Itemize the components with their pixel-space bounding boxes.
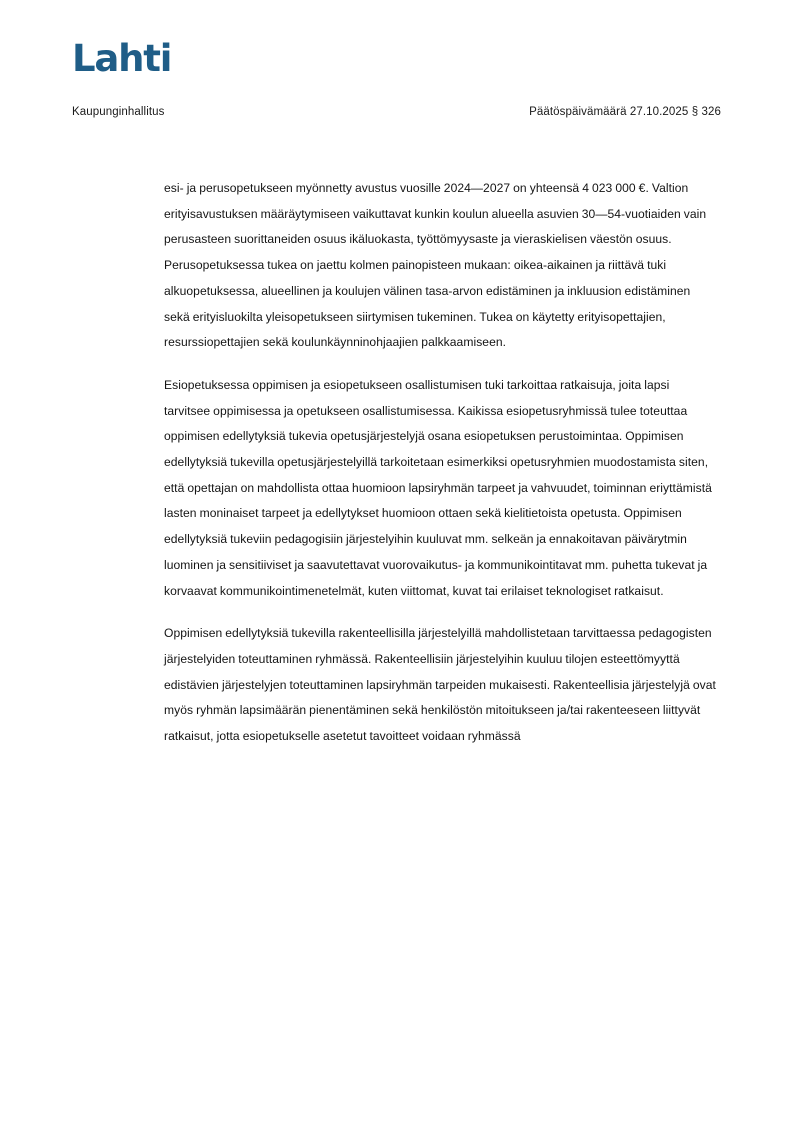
paragraph: Esiopetuksessa oppimisen ja esiopetukseen osallistumisen tuki tarkoittaa ratkaisuja, joita lapsi tarvitsee oppimisessa ja opetukseen osallistumisessa. Kaikissa esiopetusryhmissä tulee toteuttaa oppimisen edellytyksiä tukevia opetusjärjestelyjä osana esiopetuksen perustoimintaa. Oppimisen edellytyksiä tukevilla opetusjärjestelyillä tarkoitetaan esimerkiksi opetusryhmien muodostamista siten, että opettajan on mahdollista ottaa huomioon lapsiryhmän tarpeet ja vahvuudet, toiminnan eriyttämistä lasten moninaiset tarpeet ja edellytykset huomioon ottaen sekä kielitietoista opetusta. Oppimisen edellytyksiä tukeviin pedagogisiin järjestelyihin kuuluvat mm. selkeän ja ennakoitavan päivärytmin luominen ja sensitiiviset ja saavutettavat vuorovaikutus- ja kommunikointitavat mm. puhetta tukevat ja korvaavat kommunikointimenetelmät, kuten viittomat, kuvat tai erilaiset teknologiset ratkaisut. bbox=[164, 377, 712, 598]
header-decision-date: Päätöspäivämäärä 27.10.2025 § 326 bbox=[529, 106, 721, 118]
paragraph: esi- ja perusopetukseen myönnetty avustus vuosille 2024—2027 on yhteensä 4 023 000 €. Valtion erityisavustuksen määräytymiseen vaikuttavat kunkin koulun alueella asuvien 30—54-vuotiaiden vain perusasteen suorittaneiden osuus ikäluokasta, työttömyysaste ja vieraskielisen väestön osuus. Perusopetuksessa tukea on jaettu kolmen painopisteen mukaan: oikea-aikainen ja riittävä tuki alkuopetuksessa, alueellinen ja koulujen välinen tasa-arvon edistäminen ja inkluusion edistäminen sekä erityisluokilta yleisopetukseen siirtymisen tukeminen. Tukea on käytetty erityisopettajien, resurssiopettajien sekä koulunkäynninohjaajien palkkaamiseen. bbox=[164, 181, 707, 350]
document-header bbox=[72, 106, 721, 118]
header-organization: Kaupunginhallitus bbox=[72, 106, 165, 118]
paragraph: Oppimisen edellytyksiä tukevilla rakenteellisilla järjestelyillä mahdollistetaan tarvittaessa pedagogisten järjestelyiden toteuttaminen ryhmässä. Rakenteellisiin järjestelyihin kuuluu tilojen esteettömyyttä edistävien järjestelyjen toteuttaminen lapsiryhmän tarpeiden mukaisesti. Rakenteellisia järjestelyjä ovat myös ryhmän lapsimäärän pienentäminen sekä henkilöstön mitoitukseen ja/tai rakenteeseen liittyvät ratkaisut, jotta esiopetukselle asetetut tavoitteet voidaan ryhmässä bbox=[164, 626, 716, 744]
document-body bbox=[164, 176, 716, 750]
lahti-logo: Lahti bbox=[72, 37, 172, 80]
